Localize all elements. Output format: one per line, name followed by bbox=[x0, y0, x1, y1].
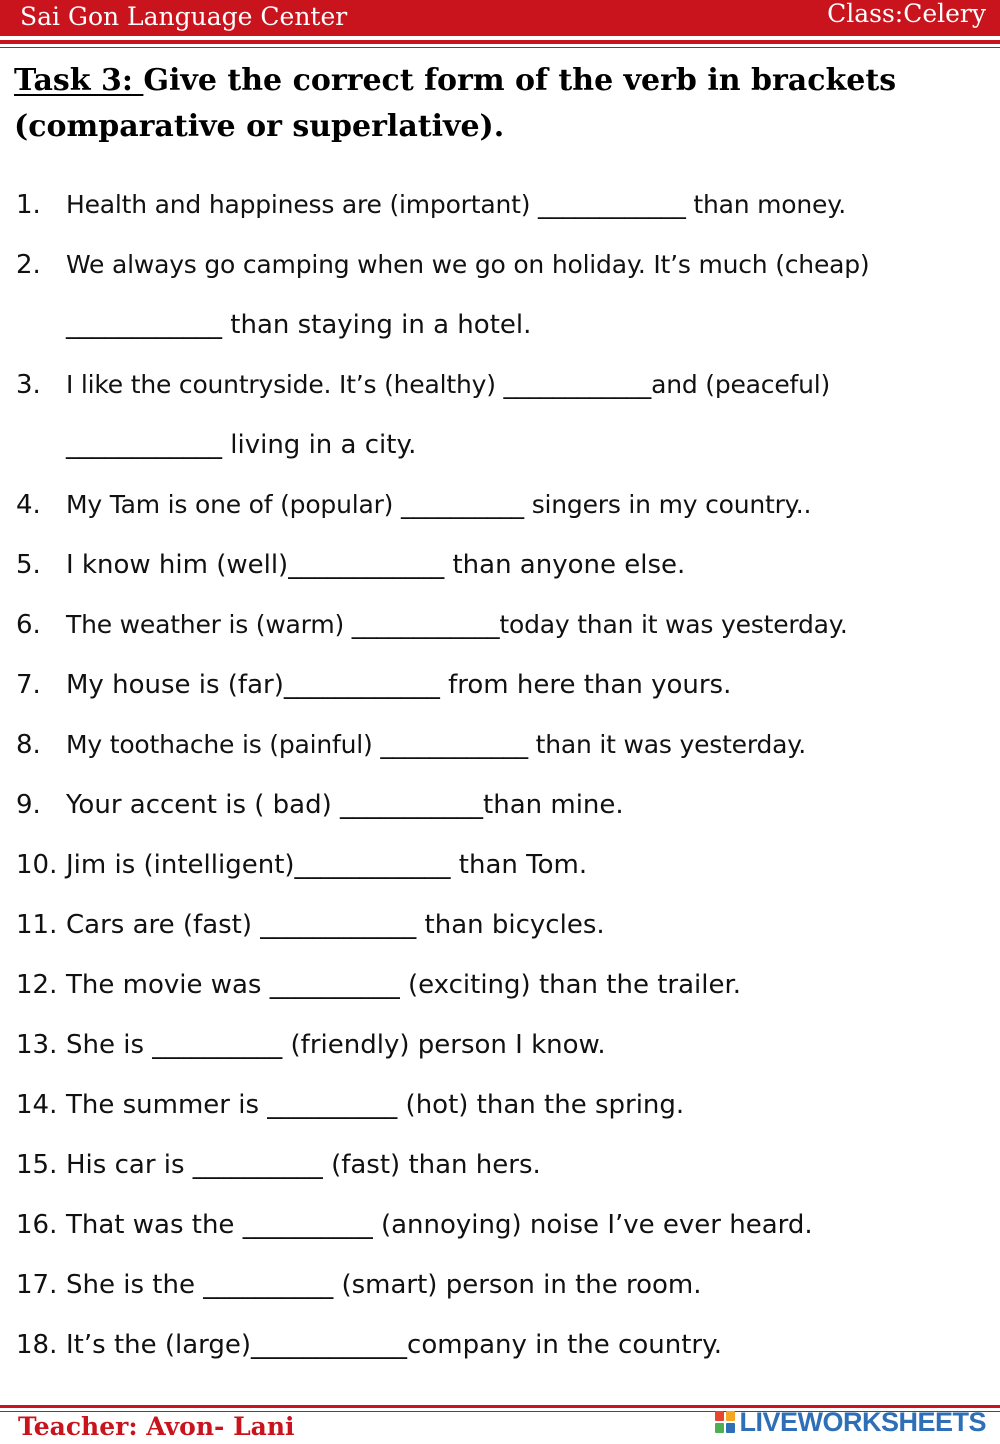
question-number: 12. bbox=[16, 970, 58, 1000]
header-divider-thin bbox=[0, 47, 1000, 48]
question-number: 2. bbox=[16, 250, 41, 280]
question-item bbox=[0, 235, 1000, 295]
question-text: Health and happiness are (important) ____________ than money. bbox=[66, 190, 846, 219]
logo-square bbox=[726, 1411, 735, 1421]
question-text: I know him (well)____________ than anyone else. bbox=[66, 550, 686, 580]
question-number: 18. bbox=[16, 1330, 58, 1360]
question-item bbox=[0, 775, 1000, 835]
question-item bbox=[0, 1315, 1000, 1375]
question-text: The weather is (warm) ____________today than it was yesterday. bbox=[66, 610, 848, 639]
question-text: My house is (far)____________ from here than yours. bbox=[66, 670, 732, 700]
question-text: Jim is (intelligent)____________ than Tom. bbox=[66, 850, 588, 880]
question-item bbox=[0, 535, 1000, 595]
question-number: 16. bbox=[16, 1210, 58, 1240]
question-text: Cars are (fast) ____________ than bicycles. bbox=[66, 910, 605, 940]
header-divider bbox=[0, 40, 1000, 44]
question-text: ____________ living in a city. bbox=[66, 430, 417, 460]
question-text: We always go camping when we go on holiday. It’s much (cheap) bbox=[66, 250, 870, 279]
question-number: 17. bbox=[16, 1270, 58, 1300]
question-item bbox=[0, 595, 1000, 655]
question-item bbox=[0, 655, 1000, 715]
liveworksheets-logo-icon bbox=[715, 1411, 735, 1433]
question-number: 10. bbox=[16, 850, 58, 880]
question-number: 8. bbox=[16, 730, 41, 760]
logo-square bbox=[726, 1423, 735, 1433]
task-heading bbox=[14, 58, 974, 150]
question-item bbox=[0, 895, 1000, 955]
question-text: I like the countryside. It’s (healthy) ____________and (peaceful) bbox=[66, 370, 831, 399]
question-list bbox=[0, 175, 1000, 1375]
liveworksheets-logo-text: LIVEWORKSHEETS bbox=[739, 1406, 986, 1437]
question-item bbox=[0, 475, 1000, 535]
question-item bbox=[0, 1195, 1000, 1255]
question-text: The movie was __________ (exciting) than the trailer. bbox=[66, 970, 742, 1000]
question-item bbox=[0, 1135, 1000, 1195]
question-number: 15. bbox=[16, 1150, 58, 1180]
logo-square bbox=[715, 1411, 724, 1421]
logo-square bbox=[715, 1423, 724, 1433]
question-number: 13. bbox=[16, 1030, 58, 1060]
question-continuation bbox=[0, 295, 1000, 355]
question-item bbox=[0, 1075, 1000, 1135]
question-number: 4. bbox=[16, 490, 41, 520]
question-number: 1. bbox=[16, 190, 41, 220]
question-item bbox=[0, 175, 1000, 235]
question-number: 11. bbox=[16, 910, 58, 940]
question-item bbox=[0, 1015, 1000, 1075]
question-item bbox=[0, 1255, 1000, 1315]
question-continuation bbox=[0, 415, 1000, 475]
question-text: Your accent is ( bad) ___________than mine. bbox=[66, 790, 624, 820]
task-label: Task 3: bbox=[14, 63, 144, 98]
question-text: His car is __________ (fast) than hers. bbox=[66, 1150, 541, 1180]
liveworksheets-logo[interactable] bbox=[715, 1406, 986, 1438]
school-name: Sai Gon Language Center bbox=[20, 2, 348, 31]
question-item bbox=[0, 835, 1000, 895]
question-text: ____________ than staying in a hotel. bbox=[66, 310, 532, 340]
question-text: She is the __________ (smart) person in the room. bbox=[66, 1270, 702, 1300]
question-number: 7. bbox=[16, 670, 41, 700]
task-instruction: Give the correct form of the verb in brackets (comparative or superlative). bbox=[14, 63, 897, 144]
question-number: 14. bbox=[16, 1090, 58, 1120]
question-number: 3. bbox=[16, 370, 41, 400]
question-item bbox=[0, 355, 1000, 415]
question-item bbox=[0, 955, 1000, 1015]
question-text: My Tam is one of (popular) __________ singers in my country.. bbox=[66, 490, 812, 519]
question-number: 5. bbox=[16, 550, 41, 580]
question-text: The summer is __________ (hot) than the spring. bbox=[66, 1090, 685, 1120]
class-name: Class:Celery bbox=[827, 0, 986, 28]
question-text: She is __________ (friendly) person I know. bbox=[66, 1030, 606, 1060]
question-item bbox=[0, 715, 1000, 775]
question-number: 9. bbox=[16, 790, 41, 820]
question-text: It’s the (large)____________company in the country. bbox=[66, 1330, 723, 1360]
teacher-name: Teacher: Avon- Lani bbox=[18, 1412, 295, 1441]
question-number: 6. bbox=[16, 610, 41, 640]
question-text: My toothache is (painful) ____________ than it was yesterday. bbox=[66, 730, 807, 759]
question-text: That was the __________ (annoying) noise I’ve ever heard. bbox=[66, 1210, 813, 1240]
